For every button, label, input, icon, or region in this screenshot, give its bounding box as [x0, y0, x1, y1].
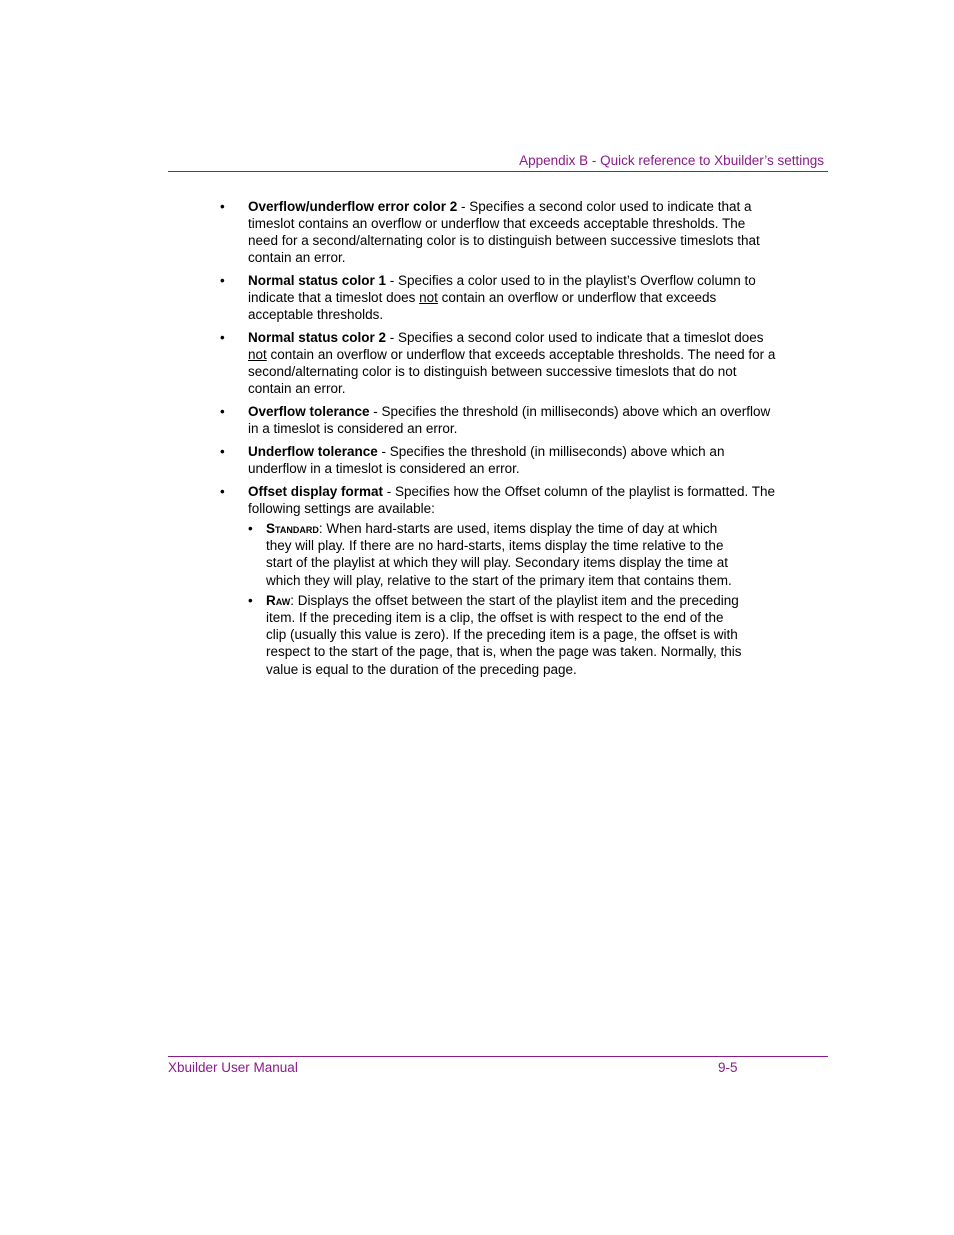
offset-format-options	[248, 520, 778, 678]
option-description: : When hard-starts are used, items display the time of day at which they will play. If there are no hard-starts, items display the time relative to the start of the playlist at which they will play. Secondary items display the time at which they will play, relative to the start of the primary item that contains them.	[266, 521, 732, 588]
setting-term: Overflow tolerance	[248, 404, 370, 419]
settings-list	[0, 198, 954, 684]
header-divider	[168, 171, 828, 172]
bullet-icon: •	[220, 273, 225, 288]
setting-description-start: - Specifies a second color used to indicate that a timeslot does	[386, 330, 764, 345]
setting-description: - Specifies the threshold (in milliseconds) above which an overflow in a timeslot is considered an error.	[248, 404, 771, 436]
sub-bullet-icon: •	[248, 592, 253, 608]
footer-page-number: 9-5	[718, 1060, 738, 1075]
list-item-offset-display-format	[220, 483, 778, 678]
setting-term: Normal status color 2	[248, 330, 387, 345]
list-item-normal-status-color-2	[220, 329, 778, 397]
underlined-emphasis: not	[419, 290, 438, 305]
bullet-icon: •	[220, 199, 225, 214]
setting-description: - Specifies a second color used to indicate that a timeslot contains an overflow or underflow that exceeds acceptable thresholds. The need for a second/alternating color is to distinguish between successive timeslots that contain an error.	[248, 199, 760, 265]
option-description: : Displays the offset between the start of the playlist item and the preceding item. If the preceding item is a clip, the offset is with respect to the end of the clip (usually this value is zero). If the preceding item is a page, the offset is with respect to the start of the page, that is, when the page was taken. Normally, this value is equal to the duration of the preceding page.	[266, 592, 742, 677]
setting-description-start: - Specifies a color used to in the playlist’s Overflow column to indicate that a timeslot does	[248, 273, 756, 305]
setting-description-end: contain an overflow or underflow that exceeds acceptable thresholds. The need for a second/alternating color is to distinguish between successive timeslots that do not contain an error.	[248, 347, 776, 396]
bullet-icon: •	[220, 404, 225, 419]
setting-description: - Specifies how the Offset column of the playlist is formatted. The following settings are available:	[248, 484, 775, 516]
setting-description-end: contain an overflow or underflow that exceeds acceptable thresholds.	[248, 290, 717, 322]
setting-term: Overflow/underflow error color 2	[248, 199, 458, 214]
option-term: Raw	[266, 592, 291, 608]
setting-term: Normal status color 1	[248, 273, 387, 288]
setting-term: Underflow tolerance	[248, 444, 378, 459]
list-item-underflow-tolerance	[220, 443, 778, 477]
bullet-icon: •	[220, 484, 225, 499]
footer-divider	[168, 1056, 828, 1057]
underlined-emphasis: not	[248, 347, 267, 362]
sub-item-raw	[248, 592, 746, 678]
sub-item-standard	[248, 520, 746, 589]
option-term: Standard	[266, 521, 319, 536]
setting-term: Offset display format	[248, 484, 384, 499]
bullet-icon: •	[220, 330, 225, 345]
list-item-overflow-tolerance	[220, 403, 778, 437]
list-item-overflow-underflow-error-color-2	[220, 198, 778, 266]
bullet-icon: •	[220, 444, 225, 459]
sub-bullet-icon: •	[248, 521, 253, 536]
list-item-normal-status-color-1	[220, 272, 778, 323]
footer-manual-title: Xbuilder User Manual	[168, 1060, 298, 1075]
setting-description: - Specifies the threshold (in milliseconds) above which an underflow in a timeslot is considered an error.	[248, 444, 725, 476]
page-header-title: Appendix B - Quick reference to Xbuilder’s settings	[519, 153, 824, 168]
